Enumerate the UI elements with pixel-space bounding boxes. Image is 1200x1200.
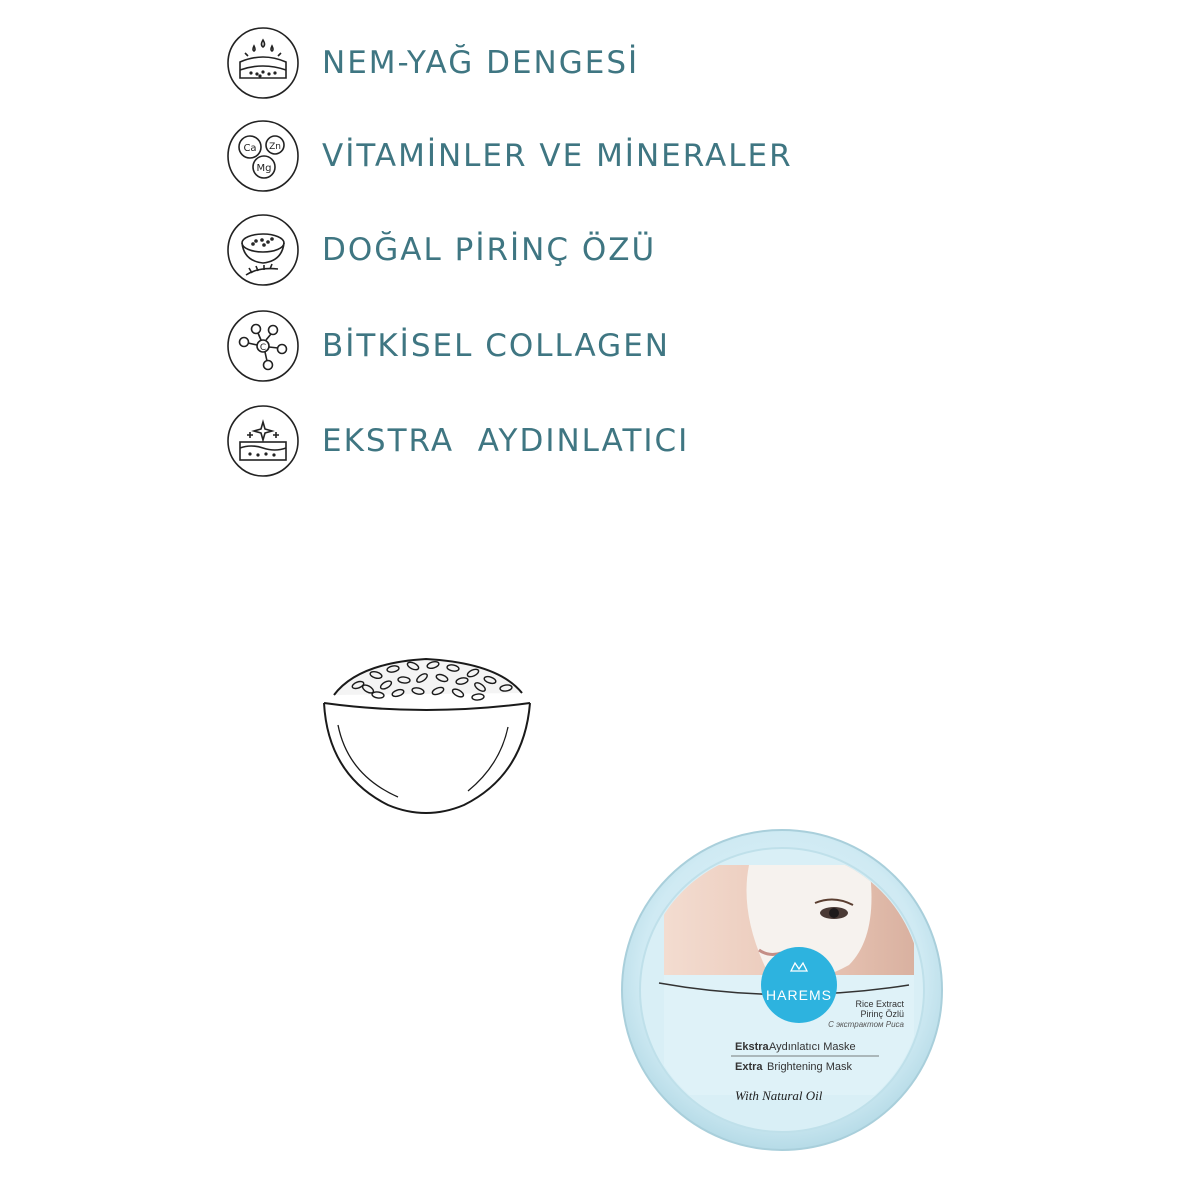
product-en-rest: Brightening Mask <box>767 1061 852 1073</box>
brand-logo: HAREMS <box>766 987 832 1003</box>
feature-moisture-oil <box>226 25 639 101</box>
sparkle-skin-icon <box>226 404 300 478</box>
product-line2: Pirinç Özlü <box>860 1009 904 1019</box>
product-line3: С экстрактом Риса <box>828 1020 904 1029</box>
feature-vitamins-minerals <box>226 118 793 194</box>
moisture-oil-balance-icon <box>226 26 300 100</box>
minerals-icon <box>226 119 300 193</box>
feature-extra-brightening <box>226 403 689 479</box>
product-en-bold: Extra <box>735 1061 763 1073</box>
feature-label: NEM-YAĞ DENGESİ <box>322 45 640 81</box>
svg-text:Zn: Zn <box>269 142 281 152</box>
product-tr-bold: Ekstra <box>735 1041 769 1053</box>
svg-text:Ca: Ca <box>243 143 257 154</box>
molecule-icon <box>226 309 300 383</box>
svg-text:Mg: Mg <box>256 163 272 174</box>
feature-label: EKSTRA AYDINLATICI <box>322 423 690 459</box>
feature-collagen <box>226 308 670 384</box>
product-script: With Natural Oil <box>735 1088 823 1103</box>
feature-label: BİTKİSEL COLLAGEN <box>322 328 670 364</box>
feature-rice-extract <box>226 212 656 288</box>
svg-text:C: C <box>259 343 267 353</box>
product-tr-rest: Aydınlatıcı Maske <box>769 1041 856 1053</box>
rice-bowl-illustration <box>318 645 536 825</box>
rice-bowl-icon <box>226 213 300 287</box>
product-line1: Rice Extract <box>855 999 904 1009</box>
feature-label: VİTAMİNLER VE MİNERALER <box>322 138 793 174</box>
feature-label: DOĞAL PİRİNÇ ÖZÜ <box>322 232 657 268</box>
product-jar-image <box>619 825 945 1155</box>
